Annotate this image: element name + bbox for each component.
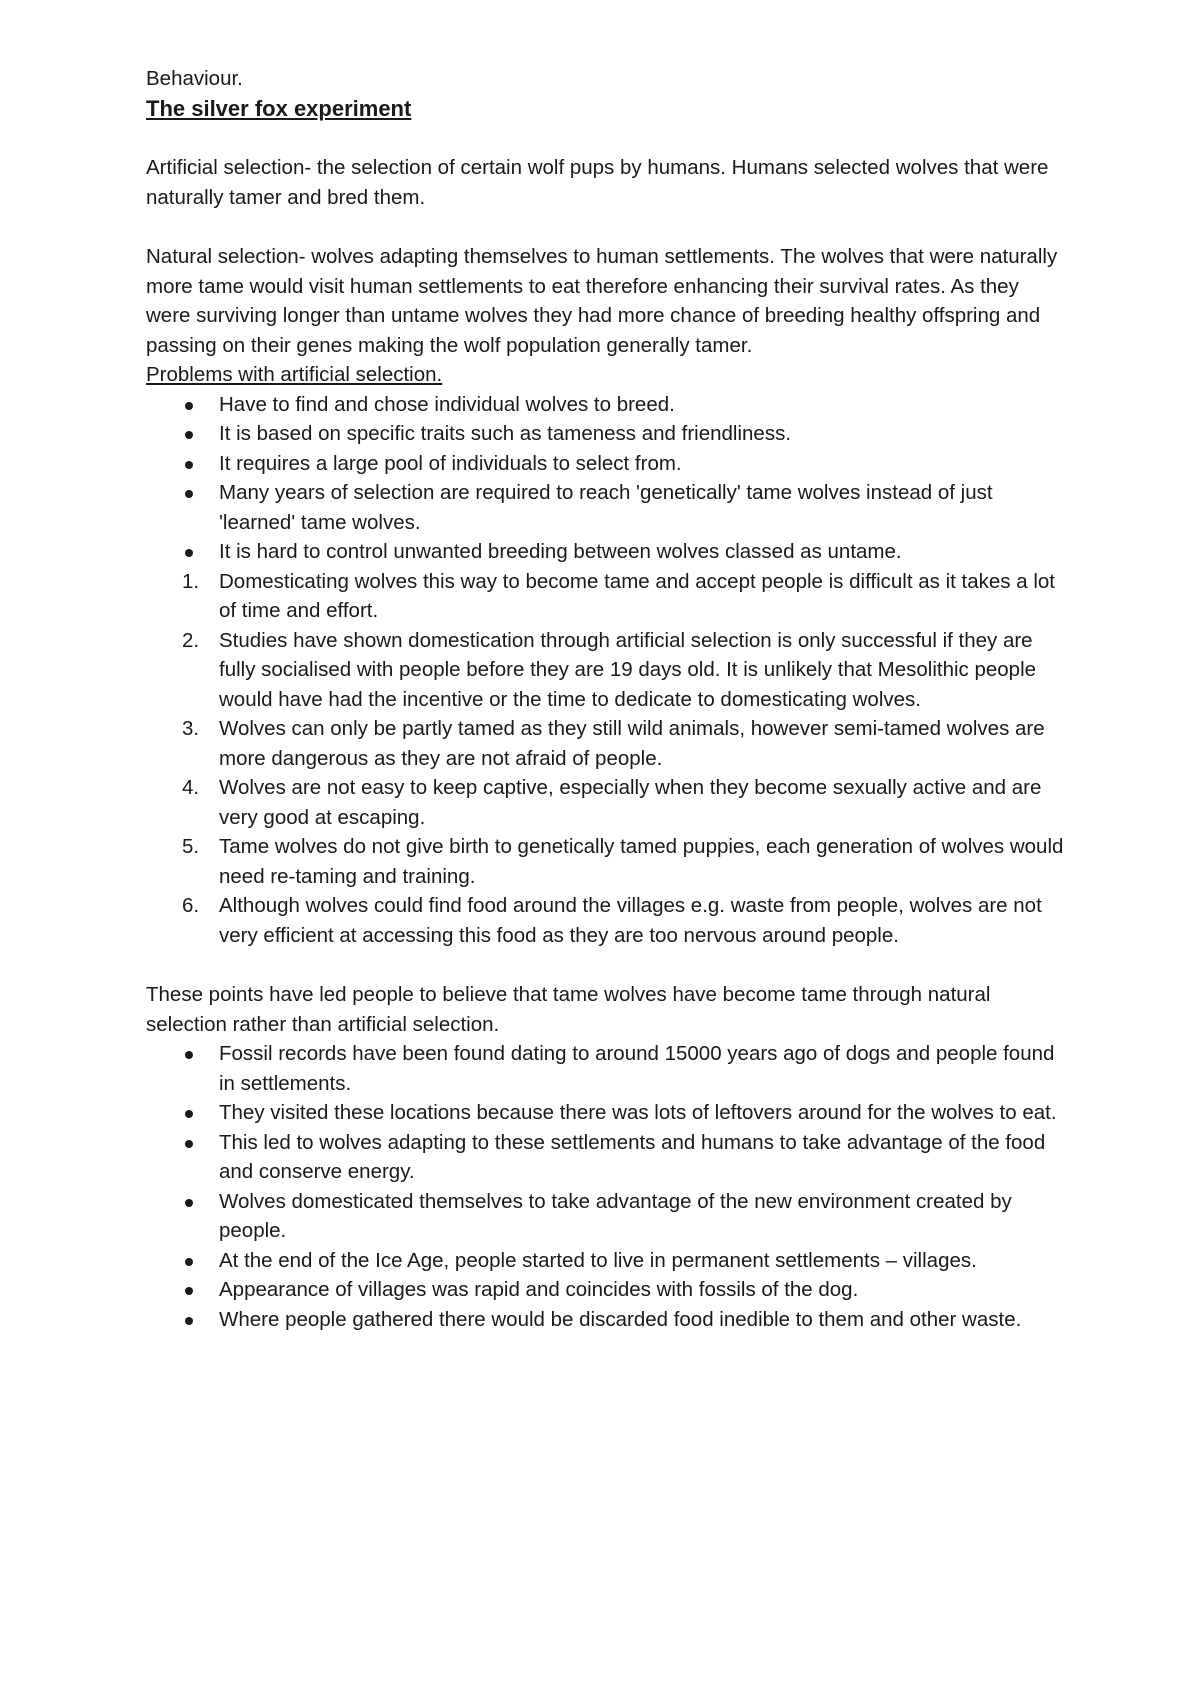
list-item xyxy=(146,1275,1066,1305)
list-item-text: Where people gathered there would be discarded food inedible to them and other waste. xyxy=(219,1307,1022,1331)
list-item xyxy=(146,1128,1066,1187)
list-item xyxy=(146,1098,1066,1128)
header-label: Behaviour. xyxy=(146,67,243,90)
list-item-text: Fossil records have been found dating to around 15000 years ago of dogs and people found in settlements. xyxy=(219,1042,1055,1095)
list-item xyxy=(146,891,1066,950)
list-item-text: It is hard to control unwanted breeding between wolves classed as untame. xyxy=(219,540,902,563)
problems-bullet-list xyxy=(146,390,1066,567)
list-item xyxy=(146,419,1066,449)
problems-numbered-list xyxy=(146,567,1066,951)
list-item-text: They visited these locations because there was lots of leftovers around for the wolves to eat. xyxy=(219,1101,1057,1124)
document-title: The silver fox experiment xyxy=(146,95,412,121)
bullet-icon xyxy=(185,402,193,410)
list-number: 6. xyxy=(182,894,200,917)
bullet-icon xyxy=(185,461,193,469)
list-item-text: At the end of the Ice Age, people started to live in permanent settlements – villages. xyxy=(219,1248,977,1272)
bullet-icon xyxy=(185,490,193,498)
bullet-icon xyxy=(185,1258,193,1266)
list-number: 4. xyxy=(182,776,200,799)
list-item xyxy=(146,1039,1066,1098)
list-item xyxy=(146,449,1066,479)
bullet-icon xyxy=(185,1199,193,1207)
list-number: 2. xyxy=(182,628,200,652)
list-item xyxy=(146,390,1066,420)
list-item-text: Studies have shown domestication through artificial selection is only successful if they are fully socialised with people before they are 19 days old. It is unlikely that Mesolithic people would have had the incentive or the time to dedicate to domesticating wolves. xyxy=(219,628,1037,711)
bullet-icon xyxy=(185,549,193,557)
list-item xyxy=(146,832,1066,891)
list-item-text: Wolves domesticated themselves to take advantage of the new environment created by people. xyxy=(219,1189,1012,1242)
list-item xyxy=(146,567,1066,626)
list-item xyxy=(146,1305,1066,1335)
list-item-text: This led to wolves adapting to these settlements and humans to take advantage of the food and conserve energy. xyxy=(219,1130,1046,1183)
list-item-text: Appearance of villages was rapid and coincides with fossils of the dog. xyxy=(219,1278,859,1301)
evidence-bullet-list xyxy=(146,1039,1066,1334)
bullet-icon xyxy=(185,1287,193,1295)
bullet-icon xyxy=(185,1140,193,1148)
list-item-text: Domesticating wolves this way to become tame and accept people is difficult as it takes a lot of time and effort. xyxy=(219,569,1055,622)
problems-heading: Problems with artificial selection. xyxy=(146,363,443,386)
list-item-text: It is based on specific traits such as tameness and friendliness. xyxy=(219,422,792,445)
list-item xyxy=(146,773,1066,832)
list-item-text: Many years of selection are required to reach 'genetically' tame wolves instead of just 'learned' tame wolves. xyxy=(219,481,993,534)
list-item-text: It requires a large pool of individuals to select from. xyxy=(219,451,682,475)
list-item-text: Tame wolves do not give birth to genetically tamed puppies, each generation of wolves would need re-taming and training. xyxy=(219,835,1064,888)
bullet-icon xyxy=(185,1317,193,1325)
list-number: 3. xyxy=(182,717,200,740)
paragraph-artificial-selection: Artificial selection- the selection of certain wolf pups by humans. Humans selected wolves that were naturally tamer and bred them. xyxy=(146,156,1049,209)
paragraph-conclusion: These points have led people to believe that tame wolves have become tame through natural selection rather than artificial selection. xyxy=(146,983,991,1036)
list-number: 5. xyxy=(182,835,200,858)
bullet-icon xyxy=(185,431,193,439)
list-item xyxy=(146,537,1066,567)
list-item xyxy=(146,1187,1066,1246)
list-item xyxy=(146,478,1066,537)
list-number: 1. xyxy=(182,569,200,593)
paragraph-natural-selection: Natural selection- wolves adapting themselves to human settlements. The wolves that were naturally more tame would visit human settlements to eat therefore enhancing their survival rates. As they were surviving longer than untame wolves they had more chance of breeding healthy offspring and passing on their genes making the wolf population generally tamer. xyxy=(146,245,1058,357)
document-page xyxy=(146,64,1066,1334)
bullet-icon xyxy=(185,1110,193,1118)
bullet-icon xyxy=(185,1051,193,1059)
list-item xyxy=(146,1246,1066,1276)
list-item xyxy=(146,626,1066,715)
list-item-text: Wolves are not easy to keep captive, especially when they become sexually active and are very good at escaping. xyxy=(219,776,1042,829)
list-item-text: Wolves can only be partly tamed as they still wild animals, however semi-tamed wolves are more dangerous as they are not afraid of people. xyxy=(219,717,1045,770)
list-item-text: Have to find and chose individual wolves to breed. xyxy=(219,392,675,416)
list-item xyxy=(146,714,1066,773)
list-item-text: Although wolves could find food around the villages e.g. waste from people, wolves are not very efficient at accessing this food as they are too nervous around people. xyxy=(219,894,1042,947)
